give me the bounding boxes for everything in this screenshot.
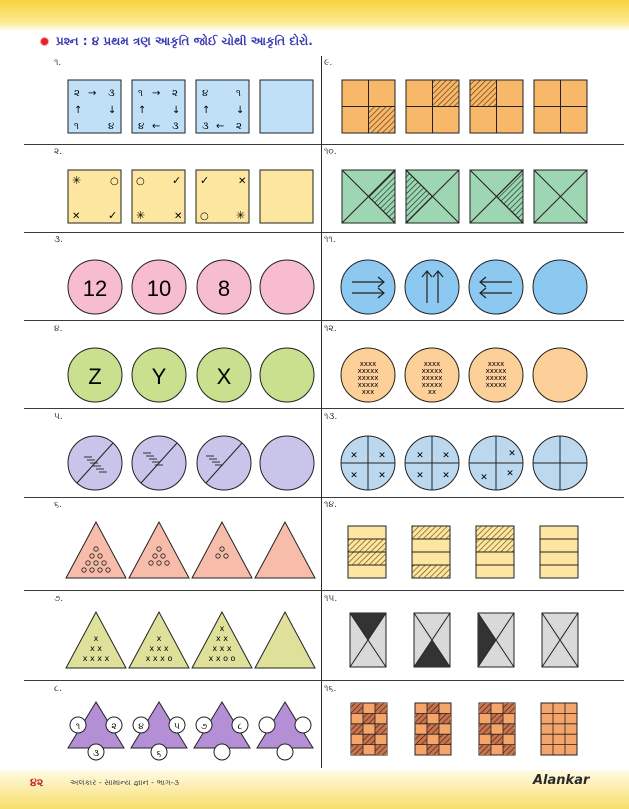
svg-text:xxxxx: xxxxx — [485, 374, 507, 382]
q14-rect-b — [412, 526, 450, 578]
q7-triangle-b — [129, 612, 189, 668]
q7-answer-triangle[interactable] — [255, 612, 315, 668]
q1-c-label: ૨ — [236, 121, 242, 132]
svg-text:xxx: xxx — [361, 388, 375, 396]
svg-text:x x: x x — [89, 644, 103, 653]
page-footer — [0, 770, 629, 809]
q1-square-a — [68, 80, 121, 133]
q1-b-arrow: → — [152, 88, 161, 99]
svg-text:x x: x x — [215, 634, 229, 643]
q1-b-label: ૧ — [138, 88, 143, 99]
footer-text: અલંકાર - સામાન્ય જ્ઞાન - ભાગ-૩ — [70, 778, 179, 787]
q9-answer-grid[interactable] — [534, 80, 587, 133]
q9-grid-a — [342, 80, 395, 133]
q1-b-arrow: ↓ — [172, 105, 181, 116]
q1-c-arrow: ← — [216, 121, 225, 132]
circle-icon: ○ — [110, 176, 119, 187]
q8-c-label: ૮ — [237, 722, 243, 732]
q2-answer-square[interactable] — [260, 170, 313, 223]
svg-text:xxxxx: xxxxx — [357, 381, 379, 389]
asterisk-icon: ✳ — [136, 209, 146, 222]
svg-text:xxxx: xxxx — [423, 360, 441, 368]
q1-answer-square[interactable] — [260, 80, 313, 133]
q4-label-a: Z — [88, 364, 102, 389]
q2-square-c — [196, 170, 249, 223]
q1-a-label: ૧ — [74, 121, 79, 132]
q1-a-arrow: → — [88, 88, 97, 99]
q16-answer-grid[interactable] — [541, 703, 577, 755]
svg-text:✕: ✕ — [350, 471, 358, 481]
q15-rect-a — [350, 613, 386, 667]
q14-answer-rect[interactable] — [540, 526, 578, 578]
svg-text:xx: xx — [427, 388, 437, 396]
q8-a-label: ૧ — [75, 722, 81, 732]
svg-text:xxxxx: xxxxx — [485, 381, 507, 389]
svg-text:✕: ✕ — [480, 473, 488, 483]
q1-c-arrow: ↓ — [236, 105, 245, 116]
q6-triangle-c — [192, 522, 252, 578]
q1-c-arrow: ↑ — [202, 105, 211, 116]
circle-icon: ○ — [136, 176, 145, 187]
page-number: ૪૨ — [30, 776, 44, 789]
item-number-16: ૧૬. — [324, 684, 337, 694]
q1-a-arrow: ↑ — [74, 105, 83, 116]
q1-a-label: ૩ — [108, 88, 115, 99]
q1-square-c — [196, 80, 249, 133]
item-number-11: ૧૧. — [324, 235, 336, 245]
item-number-12: ૧૨. — [324, 324, 337, 334]
q1-a-label: ૪ — [108, 121, 115, 132]
svg-text:✕: ✕ — [442, 451, 450, 461]
svg-text:x: x — [93, 634, 99, 643]
item-number-14: ૧૪. — [324, 500, 337, 510]
item-number-6: ૬. — [54, 500, 62, 510]
q16-grid-b — [415, 703, 451, 755]
item-number-8: ૮. — [54, 684, 62, 694]
asterisk-icon: ✳ — [236, 209, 246, 222]
cross-icon: ✕ — [72, 211, 81, 222]
svg-text:✕: ✕ — [416, 451, 424, 461]
q1-c-label: ૪ — [202, 88, 209, 99]
q5-circle-b — [132, 436, 186, 490]
svg-text:xxxxx: xxxxx — [485, 367, 507, 375]
item-number-10: ૧૦. — [324, 147, 337, 157]
q16-grid-a — [351, 703, 387, 755]
q2-square-b — [132, 170, 185, 223]
q10-square-b — [406, 170, 459, 223]
q3-label-b: 10 — [146, 276, 172, 301]
q4-label-c: X — [216, 364, 232, 389]
q16-grid-c — [479, 703, 515, 755]
q8-b-label: ૪ — [138, 722, 144, 732]
q8-triangle-b — [131, 702, 187, 760]
q9-grid-b — [406, 80, 459, 133]
q1-b-label: ૩ — [172, 121, 179, 132]
q6-answer-triangle[interactable] — [255, 522, 315, 578]
brand-logo: Alankar — [533, 773, 590, 788]
svg-text:✕: ✕ — [442, 471, 450, 481]
svg-text:x x o o: x x o o — [208, 654, 236, 663]
q8-triangle-c — [194, 702, 250, 760]
q11-answer-circle[interactable] — [533, 260, 587, 314]
check-icon: ✓ — [108, 209, 118, 222]
cross-icon: ✕ — [174, 211, 183, 222]
q8-a-label: ૩ — [93, 749, 99, 759]
q3-label-a: 12 — [82, 276, 108, 301]
q8-c-label: ૭ — [200, 722, 208, 732]
q10-answer-square[interactable] — [534, 170, 587, 223]
q11-circle-b — [405, 260, 459, 314]
q4-answer-circle[interactable] — [260, 348, 314, 402]
q5-circle-a — [68, 436, 122, 490]
q13-circle-a — [341, 436, 395, 490]
q1-b-arrow: ↑ — [138, 105, 147, 116]
q10-square-a — [342, 170, 395, 223]
cross-icon: ✕ — [238, 176, 247, 187]
item-number-15: ૧૫. — [324, 594, 338, 604]
q15-rect-c — [478, 613, 514, 667]
svg-text:✕: ✕ — [506, 469, 514, 479]
svg-text:xxxxx: xxxxx — [357, 367, 379, 375]
q8-triangle-a — [68, 702, 124, 760]
svg-text:x x x: x x x — [149, 644, 169, 653]
q13-circle-b — [405, 436, 459, 490]
q13-answer-circle[interactable] — [533, 436, 587, 490]
svg-text:xxxxx: xxxxx — [421, 381, 443, 389]
item-number-13: ૧૩. — [324, 412, 338, 422]
check-icon: ✓ — [172, 174, 182, 187]
svg-text:xxxxx: xxxxx — [357, 374, 379, 382]
asterisk-icon: ✳ — [72, 174, 82, 187]
q1-b-label: ૨ — [172, 88, 178, 99]
svg-text:x: x — [219, 624, 225, 633]
q1-b-arrow: ← — [152, 121, 161, 132]
q12-circle-b — [405, 348, 459, 402]
q12-answer-circle[interactable] — [533, 348, 587, 402]
item-number-7: ૭. — [54, 594, 64, 604]
svg-text:xxxxx: xxxxx — [421, 367, 443, 375]
q8-b-label: ૫ — [174, 722, 180, 732]
q11-circle-c — [469, 260, 523, 314]
q8-a-label: ૨ — [111, 722, 117, 732]
q6-triangle-b — [129, 522, 189, 578]
q7-triangle-c — [192, 612, 252, 668]
question-text: પ્રશ્ન : ૪ પ્રથમ ત્રણ આકૃતિ જોઈ ચોથી આકૃતિ દોરો. — [56, 33, 313, 48]
svg-text:x x x o: x x x o — [145, 654, 173, 663]
q6-triangle-a — [66, 522, 126, 578]
q14-rect-a — [348, 526, 386, 578]
svg-text:x x x: x x x — [212, 644, 232, 653]
svg-text:x: x — [156, 634, 162, 643]
svg-text:✕: ✕ — [378, 471, 386, 481]
item-number-5: ૫. — [54, 412, 63, 422]
q7-triangle-a — [66, 612, 126, 668]
svg-text:xxxx: xxxx — [487, 360, 505, 368]
item-number-4: ૪. — [54, 324, 63, 334]
q14-rect-c — [476, 526, 514, 578]
svg-text:✕: ✕ — [350, 451, 358, 461]
item-number-2: ૨. — [54, 147, 63, 157]
circle-icon: ○ — [200, 211, 209, 222]
q2-square-a — [68, 170, 121, 223]
q8-b-label: ૬ — [156, 749, 162, 759]
q9-grid-c — [470, 80, 523, 133]
q1-b-label: ૪ — [138, 121, 145, 132]
q12-circle-a — [341, 348, 395, 402]
svg-text:✕: ✕ — [416, 471, 424, 481]
q1-c-label: ૧ — [236, 88, 241, 99]
q8-answer-triangle[interactable] — [257, 702, 313, 760]
q5-circle-c — [197, 436, 251, 490]
svg-text:xxxxx: xxxxx — [421, 374, 443, 382]
q1-square-b — [132, 80, 185, 133]
q4-label-b: Y — [151, 364, 167, 389]
q15-rect-b — [414, 613, 450, 667]
q3-answer-circle[interactable] — [260, 260, 314, 314]
item-number-9: ૯. — [324, 58, 333, 68]
svg-text:✕: ✕ — [378, 451, 386, 461]
svg-text:xxxx: xxxx — [359, 360, 377, 368]
q10-square-c — [470, 170, 523, 223]
q5-answer-circle[interactable] — [260, 436, 314, 490]
q1-c-label: ૩ — [202, 121, 209, 132]
item-number-3: ૩. — [54, 235, 63, 245]
svg-text:x x x x: x x x x — [82, 654, 110, 663]
item-number-1: ૧. — [54, 58, 62, 68]
q1-a-label: ૨ — [74, 88, 80, 99]
q13-circle-c — [469, 436, 523, 490]
q11-circle-a — [341, 260, 395, 314]
q15-answer-rect[interactable] — [542, 613, 578, 667]
q3-label-c: 8 — [217, 276, 231, 301]
check-icon: ✓ — [200, 174, 210, 187]
q12-circle-c — [469, 348, 523, 402]
q1-a-arrow: ↓ — [108, 105, 117, 116]
svg-text:✕: ✕ — [508, 449, 516, 459]
